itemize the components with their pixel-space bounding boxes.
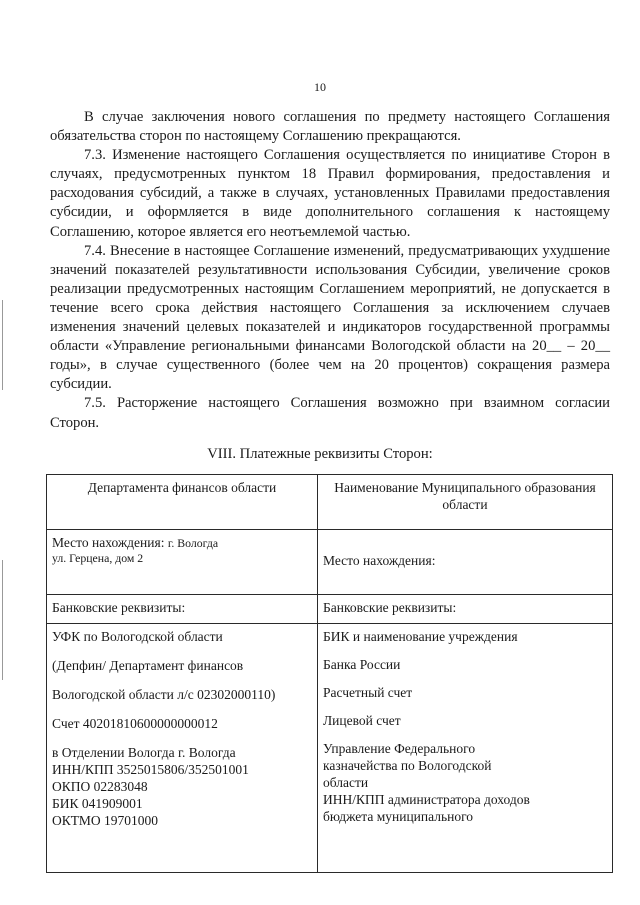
detail-line: БИК 041909001 (52, 796, 143, 811)
detail-line: (Депфин/ Департамент финансов (52, 658, 244, 673)
detail-line: Расчетный счет (323, 685, 413, 700)
left-details-cell (47, 624, 318, 873)
table-row (47, 624, 613, 873)
right-details-cell (318, 624, 613, 873)
detail-line: ОКТМО 19701000 (52, 813, 158, 828)
right-location: Место нахождения: (323, 553, 436, 568)
detail-line: БИК и наименование учреждения (323, 629, 518, 644)
right-header-cell (318, 475, 613, 530)
table-row (47, 530, 613, 595)
right-header: Наименование Муниципального образования области (334, 480, 596, 512)
left-location-street: ул. Герцена, дом 2 (52, 551, 144, 565)
left-bank: Банковские реквизиты: (52, 600, 186, 615)
detail-line: ОКПО 02283048 (52, 779, 148, 794)
detail-line: Лицевой счет (323, 713, 401, 728)
detail-line: Вологодской области л/с 02302000110) (52, 687, 276, 702)
table-row (47, 595, 613, 624)
left-header-cell (47, 475, 318, 530)
left-location-city: г. Вологда (167, 536, 219, 550)
right-location-cell (318, 530, 613, 595)
detail-line: Управление Федерального (323, 741, 476, 756)
page-number: 10 (314, 80, 326, 94)
scan-edge-mark (2, 300, 3, 390)
detail-line: казначейства по Вологодской (323, 758, 492, 773)
detail-line: области (323, 775, 369, 790)
right-bank-cell (318, 595, 613, 624)
agreement-body (50, 108, 610, 433)
right-bank: Банковские реквизиты: (323, 600, 457, 615)
detail-line: бюджета муниципального (323, 809, 474, 824)
detail-line: Счет 40201810600000000012 (52, 716, 218, 731)
left-location-label: Место нахождения: (52, 535, 165, 550)
detail-line: Банка России (323, 657, 401, 672)
left-header: Департамента финансов области (87, 480, 277, 495)
payment-requisites-table (46, 474, 613, 873)
detail-line: в Отделении Вологда г. Вологда (52, 745, 236, 760)
detail-line: ИНН/КПП администратора доходов (323, 792, 530, 807)
table-row (47, 475, 613, 530)
detail-line: УФК по Вологодской области (52, 629, 223, 644)
scan-edge-mark (2, 560, 3, 680)
paragraph: В случае заключения нового соглашения по предмету настоящего Соглашения обязательства сторон по настоящему Соглашению прекращаются. (50, 109, 610, 145)
paragraph: 7.3. Изменение настоящего Соглашения осуществляется по инициативе Сторон в случаях, предусмотренных пунктом 18 Правил формирования, предоставления и расходования субсидий, а также в случаях, установленных Правилами предоставления субсидии, и оформляется в виде дополнительного соглашения к настоящему Соглашению, которое является его неотъемлемой частью. (50, 147, 610, 240)
left-location-cell (47, 530, 318, 595)
paragraph: 7.5. Расторжение настоящего Соглашения возможно при взаимном согласии Сторон. (50, 395, 610, 431)
section-title: VIII. Платежные реквизиты Сторон: (207, 446, 433, 462)
paragraph: 7.4. Внесение в настоящее Соглашение изменений, предусматривающих ухудшение значений показателей результативности использования Субсидии, увеличение сроков реализации предусмотренных настоящим Соглашением мероприятий, не допускается в течение всего срока действия настоящего Соглашения за исключением случаев изменения значений целевых показателей и индикаторов государственной программы области «Управление региональными финансами Вологодской области на 20__ – 20__ годы», в случае существенного (более чем на 20 процентов) сокращения размера субсидии. (50, 242, 610, 393)
left-bank-cell (47, 595, 318, 624)
detail-line: ИНН/КПП 3525015806/352501001 (52, 762, 249, 777)
